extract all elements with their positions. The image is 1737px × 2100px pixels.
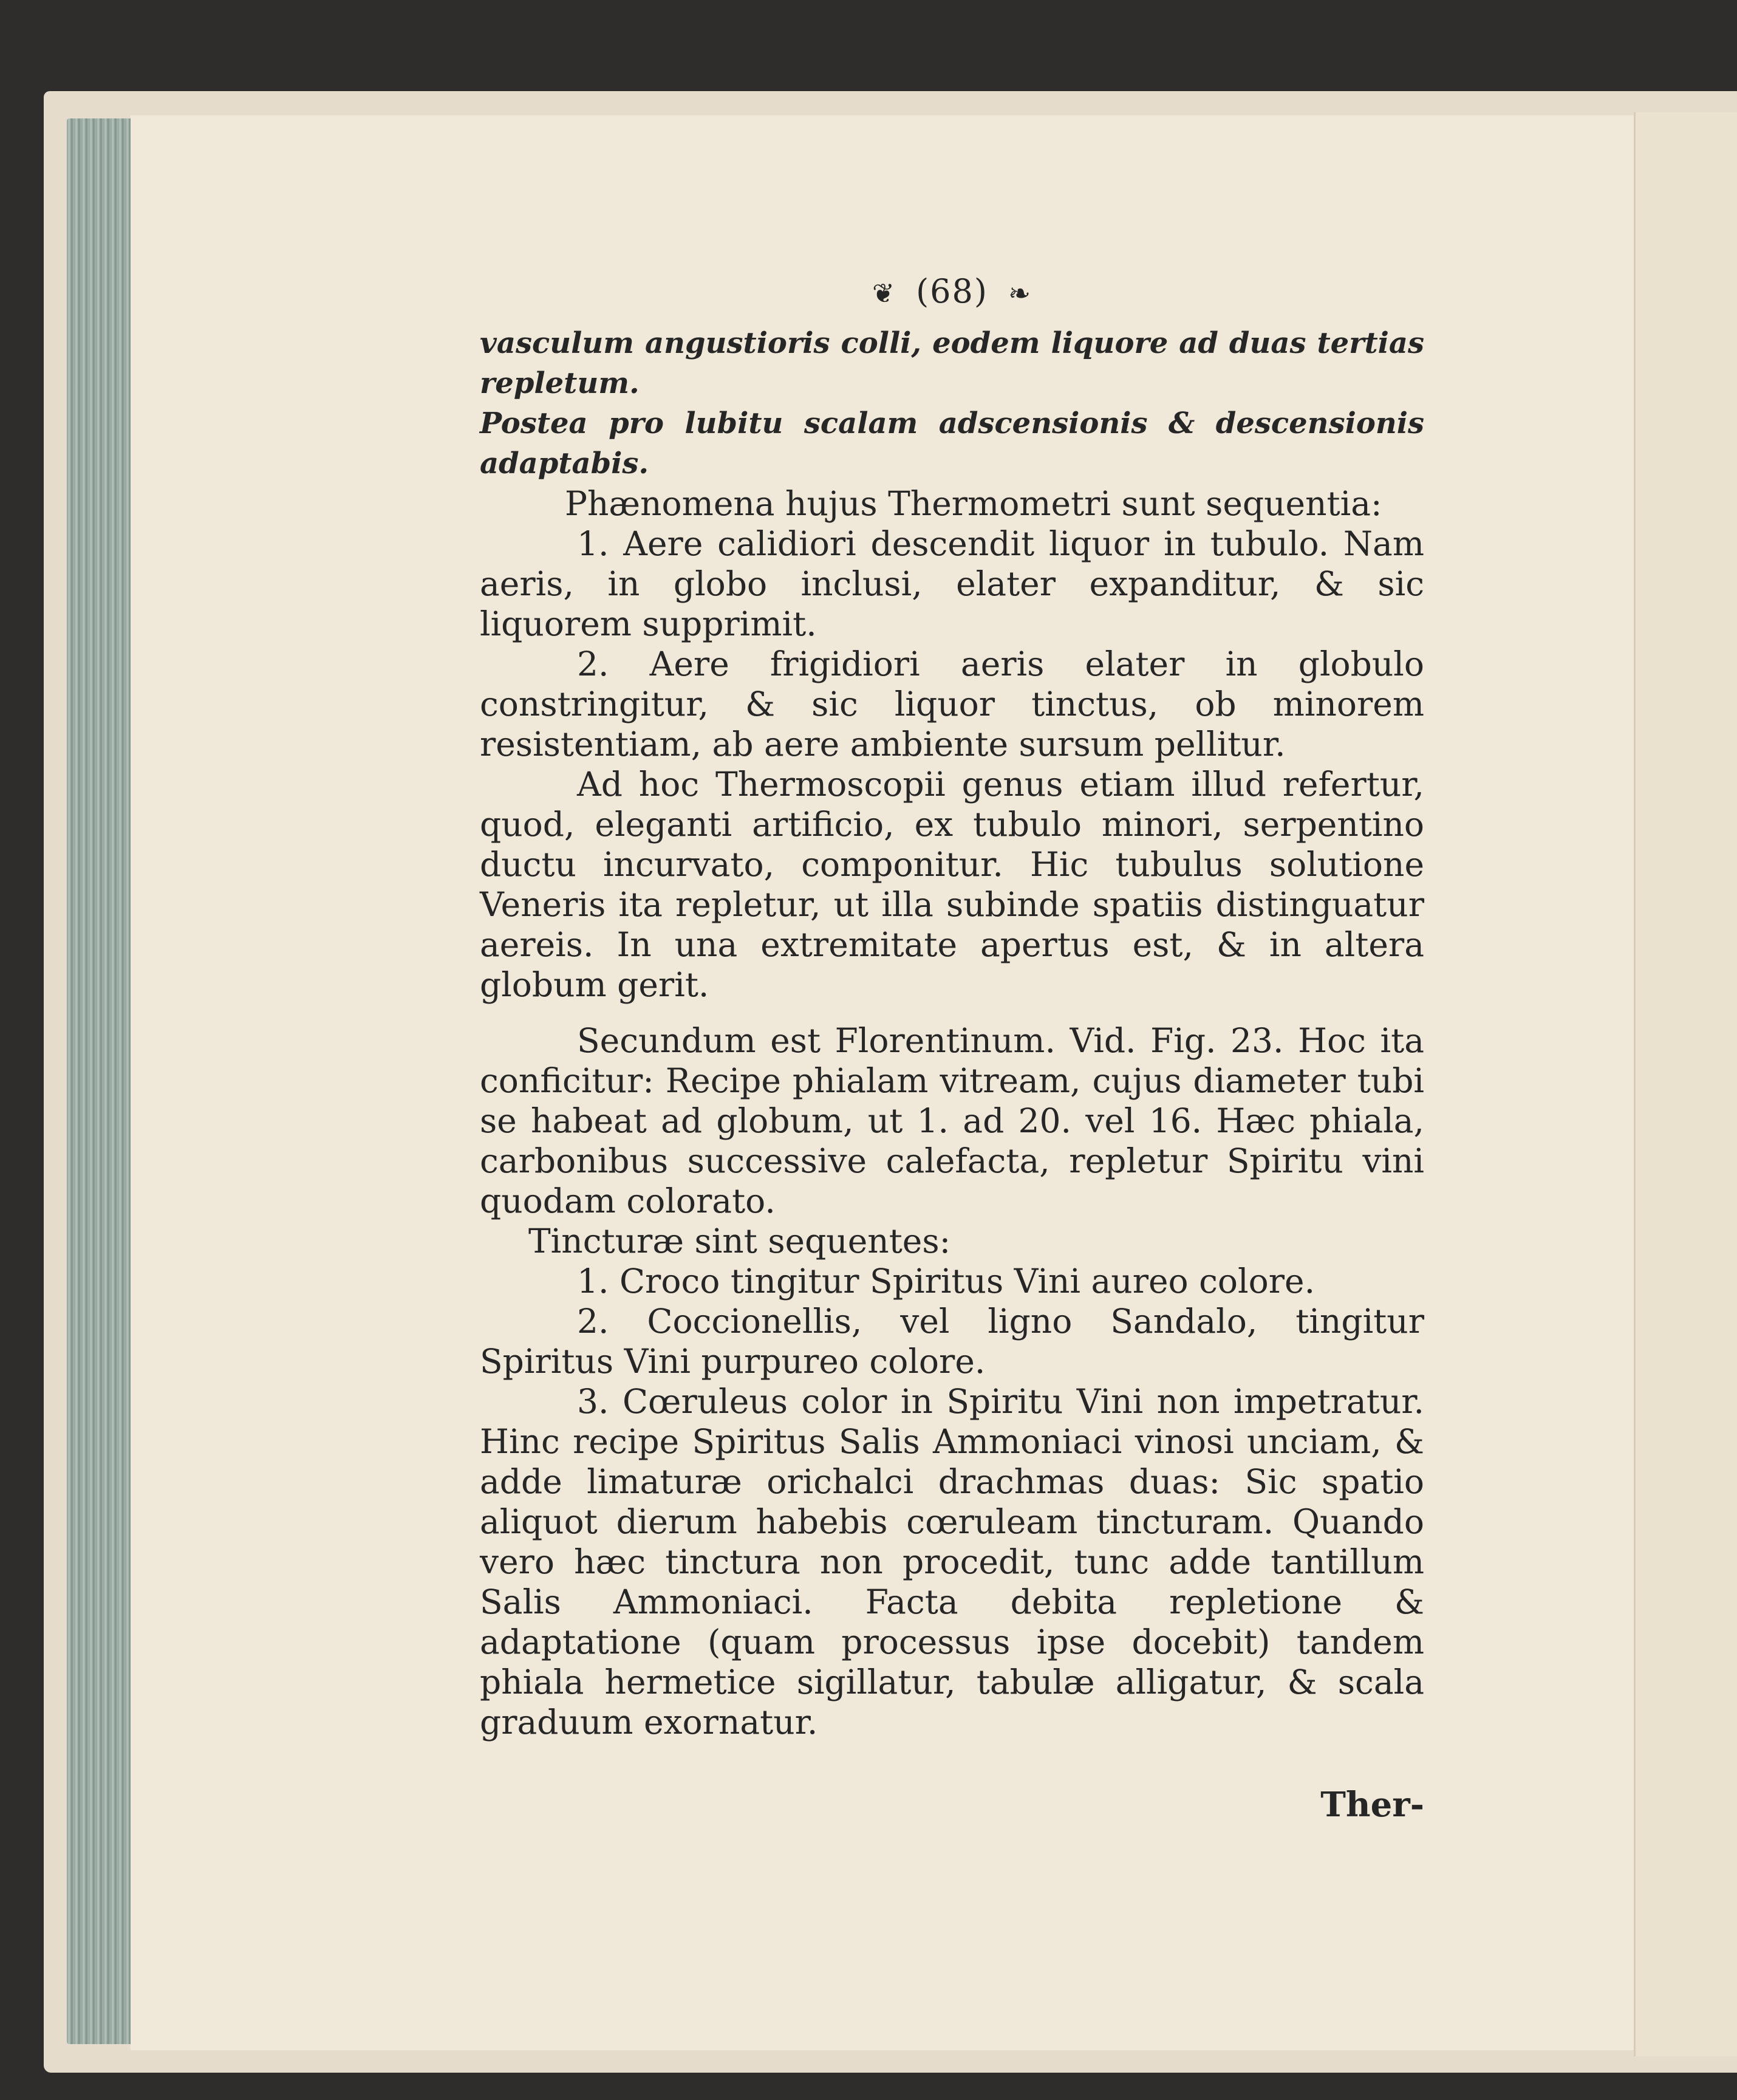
right-page-edge [1634,112,1737,2056]
paragraph: 2. Coccionellis, vel ligno Sandalo, tingitur Spiritus Vini purpureo colore. [480,1302,1424,1381]
paragraph: Secundum est Florentinum. Vid. Fig. 23. Hoc ita conficitur: Recipe phialam vitream, cujus diameter tubi se habeat ad globum, ut 1. ad 20. vel 16. Hæc phiala, carbonibus successive calefacta, repletur Spiritu vini quodam colorato. [480,1021,1424,1220]
paragraph: Ad hoc Thermoscopii genus etiam illud refertur, quod, eleganti artificio, ex tubulo minori, serpentino ductu incurvato, componitur. Hic tubulus solutione Veneris ita repletur, ut illa subinde spatiis distinguatur aereis. In una extremitate apertus est, & in altera globum gerit. [480,765,1424,1004]
paragraph: Tincturæ sint sequentes: [528,1222,951,1260]
paragraph: Phænomena hujus Thermometri sunt sequentia: [565,484,1382,523]
ornament-right-icon: ❧ [1008,278,1032,309]
page-number: (68) [916,272,988,310]
paragraph: 1. Croco tingitur Spiritus Vini aureo colore. [577,1262,1316,1301]
page-text [480,267,1424,1825]
paragraph: 1. Aere calidiori descendit liquor in tubulo. Nam aeris, in globo inclusi, elater expanditur, & sic liquorem supprimit. [480,524,1424,643]
page-header [480,267,1424,318]
paragraph: 2. Aere frigidiori aeris elater in globulo constringitur, & sic liquor tinctus, ob minorem resistentiam, ab aere ambiente sursum pellitur. [480,645,1424,764]
paragraph: 3. Cœruleus color in Spiritu Vini non impetratur. Hinc recipe Spiritus Salis Ammoniaci vinosi unciam, & adde limaturæ orichalci drachmas duas: Sic spatio aliquot dierum habebis cœruleam tincturam. Quando vero hæc tinctura non procedit, tunc adde tantillum Salis Ammoniaci. Facta debita repletione & adaptatione (quam processus ipse docebit) tandem phiala hermetice sigillatur, tabulæ alligatur, & scala graduum exornatur. [480,1382,1424,1742]
paragraph: vasculum angustioris colli, eodem liquore ad duas tertias repletum. [480,326,1424,400]
paragraph: Postea pro lubitu scalam adscensionis & descensionis adaptabis. [480,406,1424,481]
catchword: Ther- [1320,1785,1424,1825]
ornament-left-icon: ❦ [872,278,896,309]
page-edges [67,118,134,2044]
